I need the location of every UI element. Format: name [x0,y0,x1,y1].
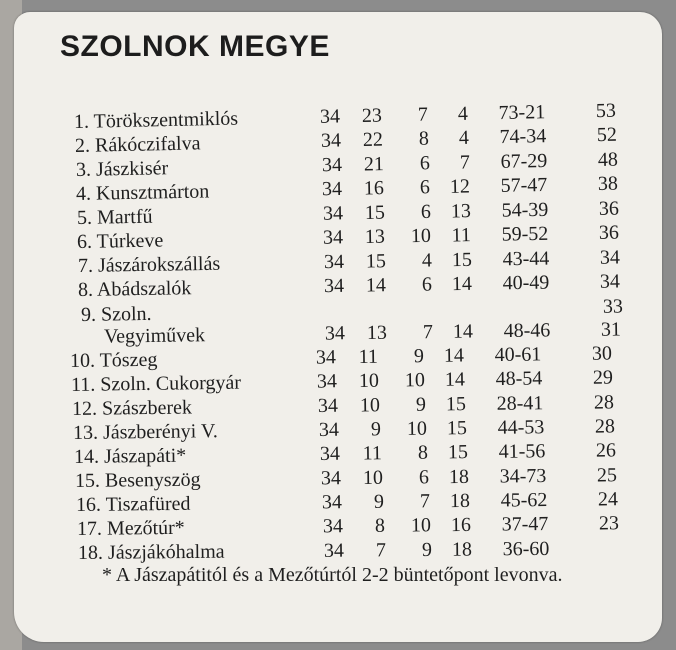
rank-label: 13. [72,421,99,444]
rank-label: 4. [75,182,92,205]
team-name: Törökszentmiklós [93,107,239,133]
lost-cell [439,297,475,298]
lost-cell: 13 [450,200,472,223]
points-cell: 31 [600,318,622,341]
played-cell: 34 [322,202,344,225]
played-cell: 34 [323,274,345,298]
drawn-cell [401,297,435,298]
points-cell: 28 [594,415,616,438]
rank-label: 15. [74,469,101,492]
played-cell: 34 [321,153,343,177]
points-cell: 33 [602,295,624,318]
team-cell [73,419,218,445]
team-name: Vegyiművek [103,324,206,348]
points-cell: 29 [592,366,614,389]
won-cell: 11 [358,345,379,368]
goals-cell: 40-49 [502,271,550,295]
won-cell: 7 [375,539,387,562]
team-name: Besenyszög [104,468,201,492]
team-name: Szoln. Cukorgyár [100,371,242,396]
rank-label: 6. [76,230,93,253]
drawn-cell: 10 [410,224,432,248]
goals-cell: 41-56 [498,440,546,463]
won-cell: 15 [364,201,386,224]
goals-cell: 40-61 [494,343,542,367]
goals-cell: 44-53 [497,416,545,439]
newspaper-clipping [14,12,662,642]
goals-cell: 34-73 [499,465,547,488]
team-name: Kunsztmárton [95,180,210,205]
won-cell: 11 [362,442,383,465]
rank-label: 2. [74,134,91,157]
points-cell: 26 [595,439,617,462]
won-cell: 22 [362,128,384,151]
team-name: Martfű [96,205,153,229]
points-cell: 38 [597,172,619,195]
drawn-cell: 6 [420,200,432,223]
lost-cell: 18 [451,538,473,561]
points-cell: 23 [598,512,620,535]
team-name: Jászjákóhalma [107,540,225,564]
goals-cell: 28-41 [496,392,544,415]
drawn-cell: 7 [417,103,429,126]
team-name: Jászkisér [95,157,169,181]
rank-label: 8. [77,278,94,301]
lost-cell: 12 [449,175,471,198]
drawn-cell: 10 [406,417,428,440]
points-cell: 34 [599,246,621,269]
team-cell [78,252,221,278]
drawn-cell: 6 [419,176,431,199]
won-cell: 21 [363,153,385,176]
lost-cell: 15 [451,248,473,272]
played-cell: 34 [321,491,343,514]
points-cell: 28 [593,391,615,414]
team-cell [72,396,192,421]
played-cell: 34 [319,442,341,465]
points-cell: 48 [597,148,619,171]
points-cell: 52 [596,123,618,147]
played-cell: 34 [315,346,337,369]
lost-cell: 18 [449,489,471,513]
won-cell: 13 [364,225,386,248]
lost-cell: 4 [457,102,469,125]
lost-cell: 14 [452,320,474,343]
goals-cell [491,295,567,296]
drawn-cell: 6 [418,466,430,489]
team-name: Túrkeve [96,229,164,253]
points-cell: 25 [596,464,618,487]
team-cell [79,323,205,349]
team-name: Jászberényi V. [102,420,218,444]
won-cell: 9 [373,490,385,513]
team-name: Jászárokszállás [97,252,221,277]
team-cell [77,228,164,254]
rank-label: 1. [73,110,90,133]
played-cell: 34 [319,105,341,128]
goals-cell: 48-46 [503,319,551,343]
lost-cell: 16 [450,513,472,537]
drawn-cell: 10 [404,369,426,392]
played-cell: 34 [322,226,344,249]
points-cell: 34 [599,270,621,293]
drawn-cell: 9 [413,345,425,368]
goals-cell: 43-44 [502,247,550,271]
team-cell [70,348,158,373]
played-cell: 34 [322,515,344,538]
team-name: Tószeg [99,348,158,372]
lost-cell: 14 [451,272,473,296]
team-cell [77,516,185,541]
drawn-cell: 9 [415,393,427,416]
lost-cell: 14 [443,344,465,367]
rank-label: 18. [77,541,104,564]
team-name: Rákóczifalva [94,132,201,157]
goals-cell: 36-60 [502,537,550,561]
goals-cell: 54-39 [501,198,549,222]
goals-cell: 67-29 [500,149,548,173]
rank-label: 17. [76,517,103,540]
rank-label: 3. [75,158,92,181]
lost-cell: 15 [445,393,467,416]
drawn-cell: 8 [417,441,429,464]
team-cell [74,444,186,469]
lost-cell: 15 [447,441,469,464]
team-cell [74,107,239,134]
drawn-cell: 4 [421,249,433,272]
rank-label: 7. [77,254,94,277]
lost-cell: 15 [446,417,468,440]
rank-label: 9. [80,303,97,326]
won-cell: 10 [362,466,384,489]
won-cell: 16 [363,177,385,200]
team-cell [71,371,241,397]
drawn-cell: 10 [410,514,432,537]
rank-label: 5. [76,206,93,229]
played-cell [309,299,347,300]
team-cell [76,179,210,206]
lost-cell: 11 [451,224,472,247]
played-cell: 34 [321,177,343,201]
team-cell [76,156,169,182]
rank-label: 14. [73,445,100,468]
team-name: Tiszafüred [105,492,191,516]
team-name: Abádszalók [96,277,192,301]
points-cell: 24 [597,488,619,511]
lost-cell: 14 [444,368,466,391]
played-cell: 34 [320,467,342,490]
won-cell [351,298,389,299]
played-cell: 34 [323,539,345,562]
team-name: Szászberek [101,396,193,420]
team-cell [78,276,192,302]
points-cell: 36 [598,197,620,220]
team-cell [75,468,201,493]
team-cell [75,131,201,158]
team-name: Szoln. [100,302,152,326]
drawn-cell: 8 [418,127,430,150]
points-cell: 53 [595,99,617,123]
rank-label: 12. [71,397,98,420]
points-cell: 30 [591,342,613,365]
page-title: SZOLNOK MEGYE [60,30,330,63]
won-cell: 9 [370,418,382,441]
standings-table [14,12,662,642]
lost-cell: 7 [459,151,471,174]
goals-cell: 73-21 [498,101,546,125]
won-cell: 13 [366,321,388,344]
won-cell: 14 [365,274,387,297]
won-cell: 23 [361,104,383,127]
drawn-cell: 6 [419,152,431,175]
played-cell: 34 [317,394,339,417]
drawn-cell: 6 [421,273,433,296]
goals-cell: 48-54 [495,367,543,391]
rank-label: 10. [69,349,96,372]
rank-label: 16. [75,493,102,516]
footnote: * A Jászapátitól és a Mezőtúrtól 2-2 büntetőpont levonva. [102,564,563,586]
drawn-cell: 7 [422,321,434,344]
played-cell: 34 [323,250,345,274]
goals-cell: 57-47 [500,173,548,197]
goals-cell: 37-47 [501,513,549,536]
won-cell: 10 [358,369,380,392]
points-cell: 36 [598,221,620,244]
won-cell: 10 [359,394,381,417]
won-cell: 8 [374,514,386,537]
played-cell: 34 [324,322,346,345]
team-cell [77,205,153,230]
goals-cell: 45-62 [500,489,548,512]
lost-cell: 4 [458,126,470,149]
rank-label: 11. [70,373,96,396]
drawn-cell: 9 [421,538,433,561]
goals-cell: 59-52 [501,222,549,246]
lost-cell: 18 [448,465,470,489]
played-cell: 34 [320,129,342,152]
team-cell [76,492,191,517]
drawn-cell: 7 [419,490,431,513]
team-name: Mezőtúr* [106,516,185,540]
played-cell: 34 [318,418,340,441]
played-cell: 34 [316,370,338,393]
won-cell: 15 [365,250,387,273]
goals-cell: 74-34 [499,125,547,149]
team-name: Jászapáti* [103,444,187,468]
